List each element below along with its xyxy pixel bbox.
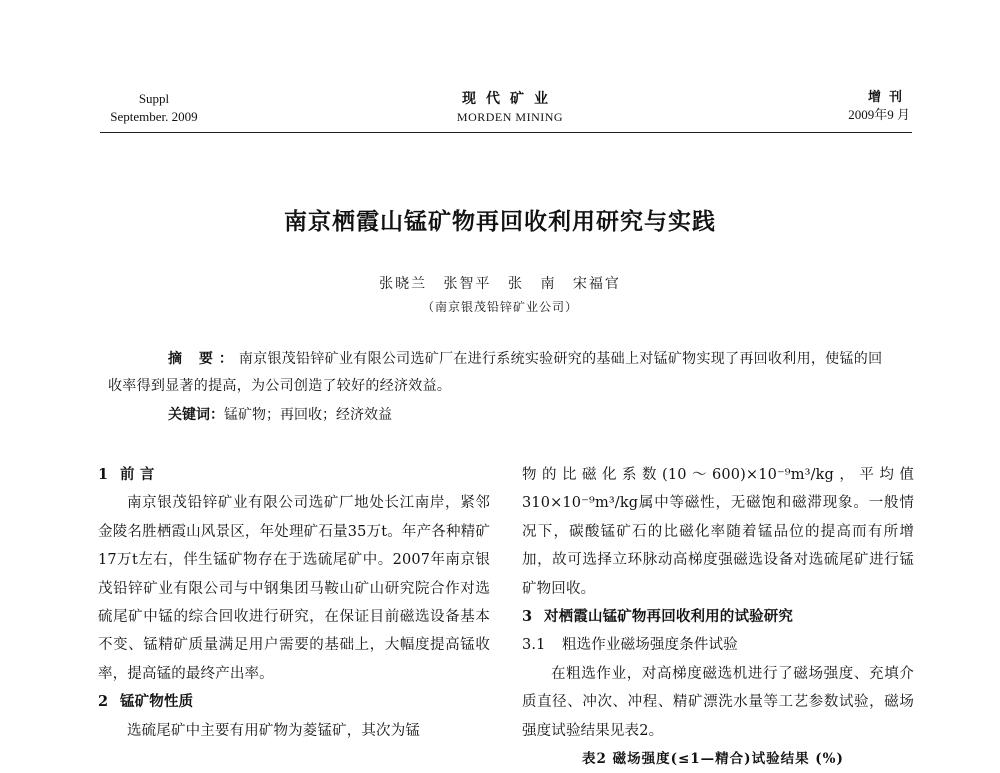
header-center bbox=[395, 88, 625, 125]
continued-paragraph: 物的比磁化系数(10～600)×10⁻⁹m³/kg，平均值310×10⁻⁹m³/kg属中等磁性，无磁饱和磁滞现象。一般情况下，碳酸锰矿石的比磁化率随着锰品位的提高而有所增加，故可选择立环脉动高梯度强磁选设备对选硫尾矿进行锰矿物回收。 bbox=[522, 467, 914, 597]
journal-date-cn: 2009年9 月 bbox=[848, 107, 910, 122]
keywords-label: 关键词： bbox=[168, 407, 224, 423]
section-1-body: 南京银茂铅锌矿业有限公司选矿厂地处长江南岸，紧邻金陵名胜栖霞山风景区，年处理矿石量35万t。年产各种精矿17万t左右，伴生锰矿物存在于选硫尾矿中。2007年南京银茂铅锌矿业有限公司与中钢集团马鞍山矿山研究院合作对选硫尾矿中锰的综合回收进行研究，在保证目前磁选设备基本不变、锰精矿质量满足用户需要的基础上，大幅度提高锰收率，提高锰的最终产出率。 bbox=[98, 495, 490, 682]
right-column bbox=[522, 461, 914, 773]
keywords bbox=[168, 402, 392, 429]
section-heading-1 bbox=[98, 461, 490, 489]
section-number: 3 bbox=[522, 608, 533, 626]
journal-name-cn: 现代矿业 bbox=[462, 92, 558, 107]
subsection-3-1-body: 在粗选作业，对高梯度磁选机进行了磁场强度、充填介质直径、冲次、冲程、精矿漂洗水量等工艺参数试验，磁场强度试验结果见表2。 bbox=[522, 665, 914, 739]
abstract bbox=[108, 346, 888, 400]
section-title: 对栖霞山锰矿物再回收利用的试验研究 bbox=[544, 608, 794, 626]
paper-authors: 张晓兰 张智平 张 南 宋福官 bbox=[379, 276, 621, 292]
paper-title: 南京栖霞山锰矿物再回收利用研究与实践 bbox=[284, 208, 716, 235]
section-heading-2 bbox=[98, 688, 490, 716]
paper-affiliation: （南京银茂铅锌矿业公司） bbox=[421, 300, 578, 314]
header-right bbox=[790, 88, 910, 124]
section-2-body: 选硫尾矿中主要有用矿物为菱锰矿，其次为锰 bbox=[127, 722, 420, 739]
journal-name-en: MORDEN MINING bbox=[456, 110, 564, 124]
subsection-number: 3.1 bbox=[522, 637, 546, 654]
section-title: 锰矿物性质 bbox=[120, 693, 194, 711]
journal-date-en: September. 2009 bbox=[110, 109, 198, 124]
section-number: 2 bbox=[98, 693, 109, 711]
table-caption: 表2 磁场强度(≤1—精合)试验结果 (%) bbox=[582, 751, 844, 768]
abstract-label: 摘 要： bbox=[168, 351, 239, 367]
abstract-text: 南京银茂铅锌矿业有限公司选矿厂在进行系统实验研究的基础上对锰矿物实现了再回收利用，使锰的回收率得到显著的提高，为公司创造了较好的经济效益。 bbox=[108, 351, 883, 394]
left-column bbox=[98, 461, 490, 745]
section-title: 前 言 bbox=[120, 466, 155, 483]
keywords-text: 锰矿物；再回收；经济效益 bbox=[224, 407, 392, 423]
header-left bbox=[100, 90, 208, 126]
section-number: 1 bbox=[98, 466, 109, 483]
journal-supplement-label: Suppl bbox=[138, 91, 170, 106]
subsection-heading-3-1 bbox=[522, 631, 914, 659]
header-rule bbox=[100, 132, 912, 133]
journal-supplement-cn: 增刊 bbox=[867, 89, 910, 104]
section-heading-3 bbox=[522, 603, 914, 631]
subsection-title: 粗选作业磁场强度条件试验 bbox=[562, 637, 738, 654]
